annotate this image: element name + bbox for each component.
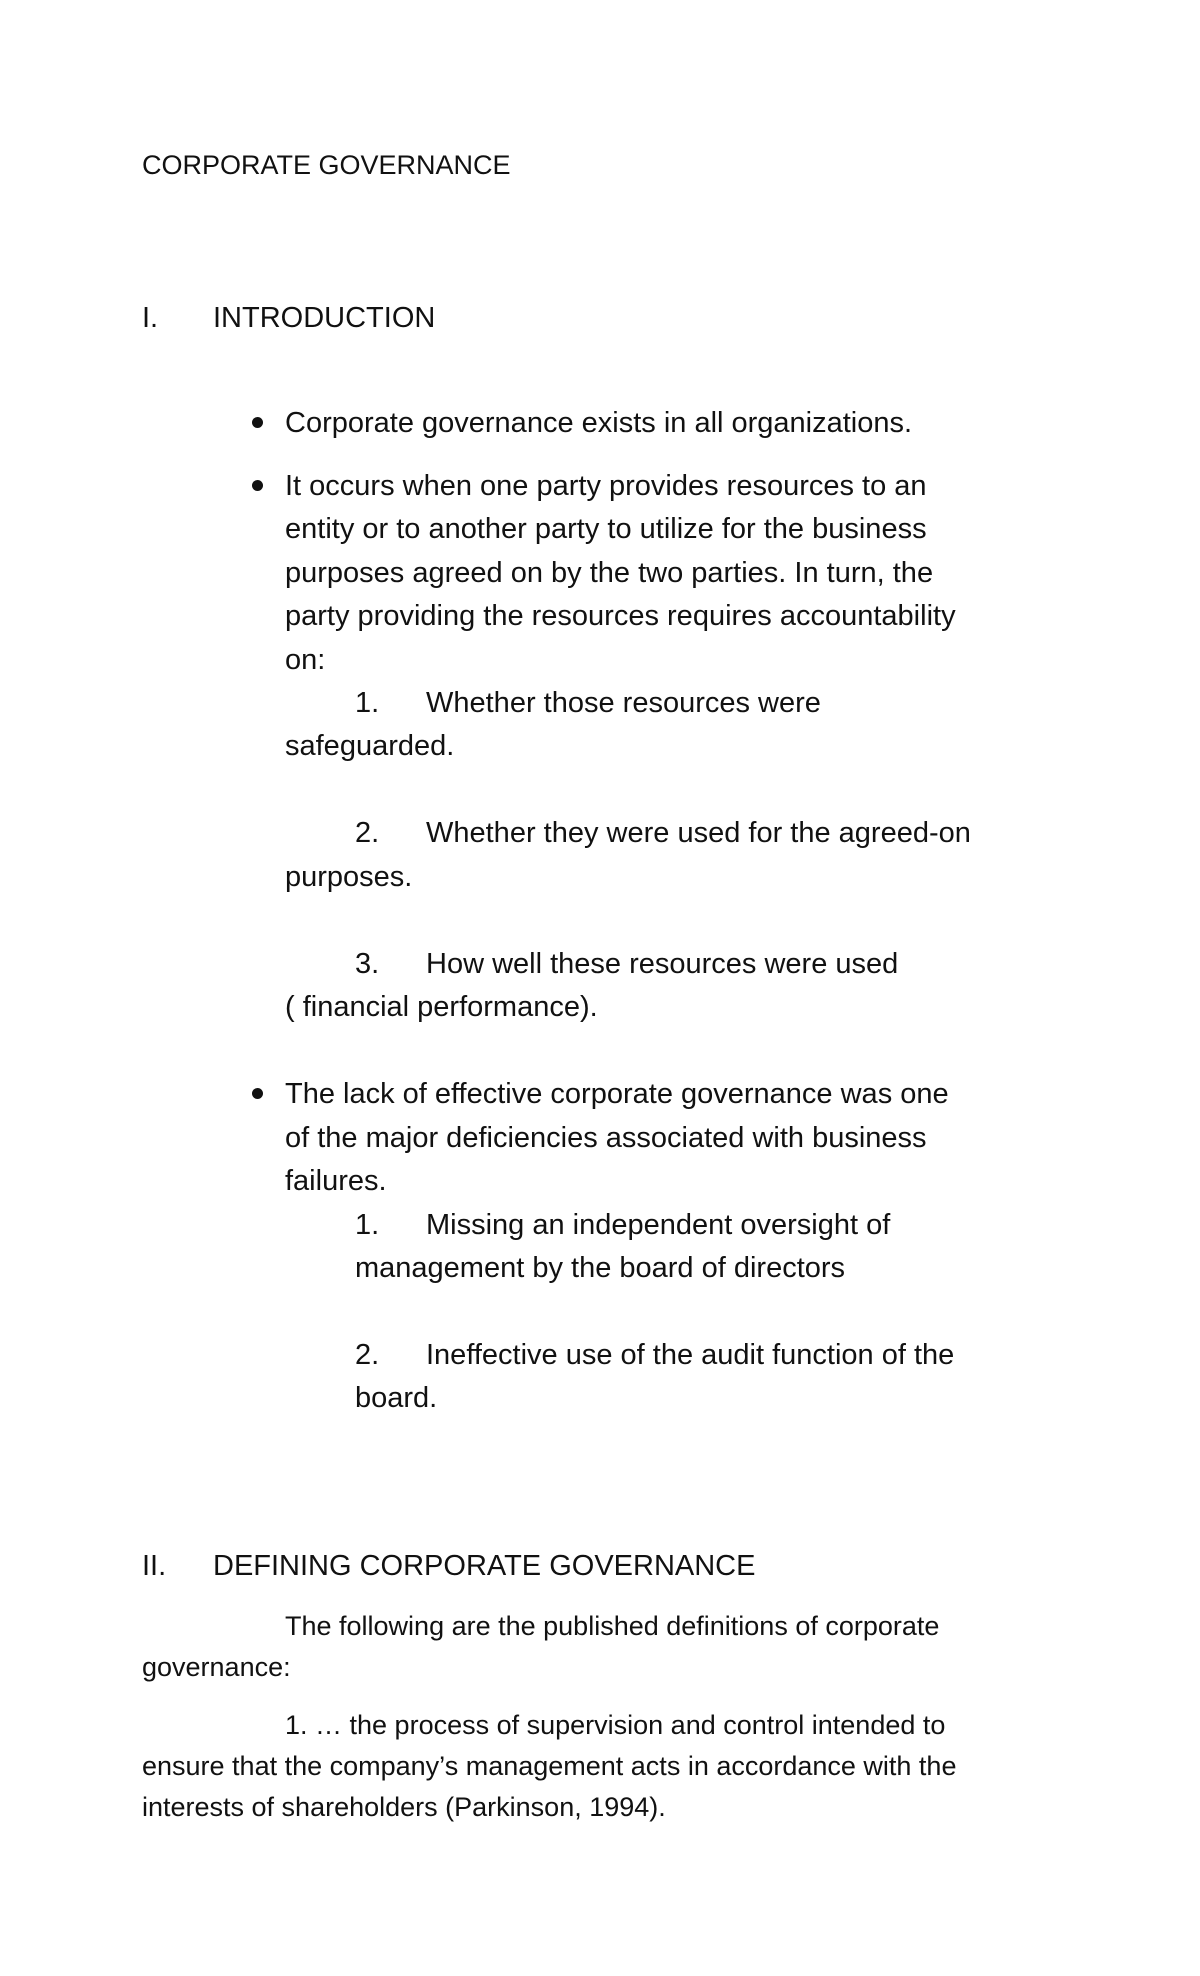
list-a-item-3-number: 3. [355,948,380,980]
section-1-number: I. [142,302,159,334]
section-2-heading: DEFINING CORPORATE GOVERNANCE [213,1550,756,1582]
intro-bullet-2-line-3: purposes agreed on by the two parties. In turn, the [285,557,934,589]
list-a-item-1-number: 1. [355,687,380,719]
section-2-intro-line-2: governance: [142,1652,291,1682]
bullet-icon [252,417,263,428]
intro-bullet-1: Corporate governance exists in all organizations. [285,407,913,439]
list-a-item-1-text: Whether those resources were [426,687,821,719]
bullet-icon [252,1088,263,1099]
intro-bullet-2-line-1: It occurs when one party provides resources to an [285,470,927,502]
list-a-item-2-number: 2. [355,817,380,849]
document-title: CORPORATE GOVERNANCE [142,150,511,180]
intro-bullet-3-line-3: failures. [285,1165,387,1197]
section-1-heading: INTRODUCTION [213,302,436,334]
bullet-icon [252,480,263,491]
list-a-item-3-continuation: ( financial performance). [285,991,598,1023]
section-2-intro-line-1: The following are the published definitions of corporate [285,1611,940,1641]
list-a-item-2-text: Whether they were used for the agreed-on [426,817,971,849]
list-b-item-2-text: Ineffective use of the audit function of the [426,1339,955,1371]
intro-bullet-3-line-2: of the major deficiencies associated with business [285,1122,927,1154]
list-a-item-2-continuation: purposes. [285,861,413,893]
list-b-item-1-text: Missing an independent oversight of [426,1209,891,1241]
list-b-item-2-number: 2. [355,1339,380,1371]
list-b-item-1-number: 1. [355,1209,380,1241]
definition-1-line-3: interests of shareholders (Parkinson, 1994). [142,1792,666,1822]
intro-bullet-2-line-5: on: [285,644,326,676]
intro-bullet-2-line-2: entity or to another party to utilize for the business [285,513,927,545]
list-a-item-1-continuation: safeguarded. [285,730,455,762]
intro-bullet-3-line-1: The lack of effective corporate governance was one [285,1078,949,1110]
list-b-item-2-continuation: board. [355,1382,438,1414]
intro-bullet-2-line-4: party providing the resources requires accountability [285,600,956,632]
definition-1-line-2: ensure that the company’s management acts in accordance with the [142,1751,957,1781]
list-b-item-1-continuation: management by the board of directors [355,1252,846,1284]
list-a-item-3-text: How well these resources were used [426,948,899,980]
section-2-number: II. [142,1550,167,1582]
definition-1-line-1: 1. … the process of supervision and control intended to [285,1710,946,1740]
